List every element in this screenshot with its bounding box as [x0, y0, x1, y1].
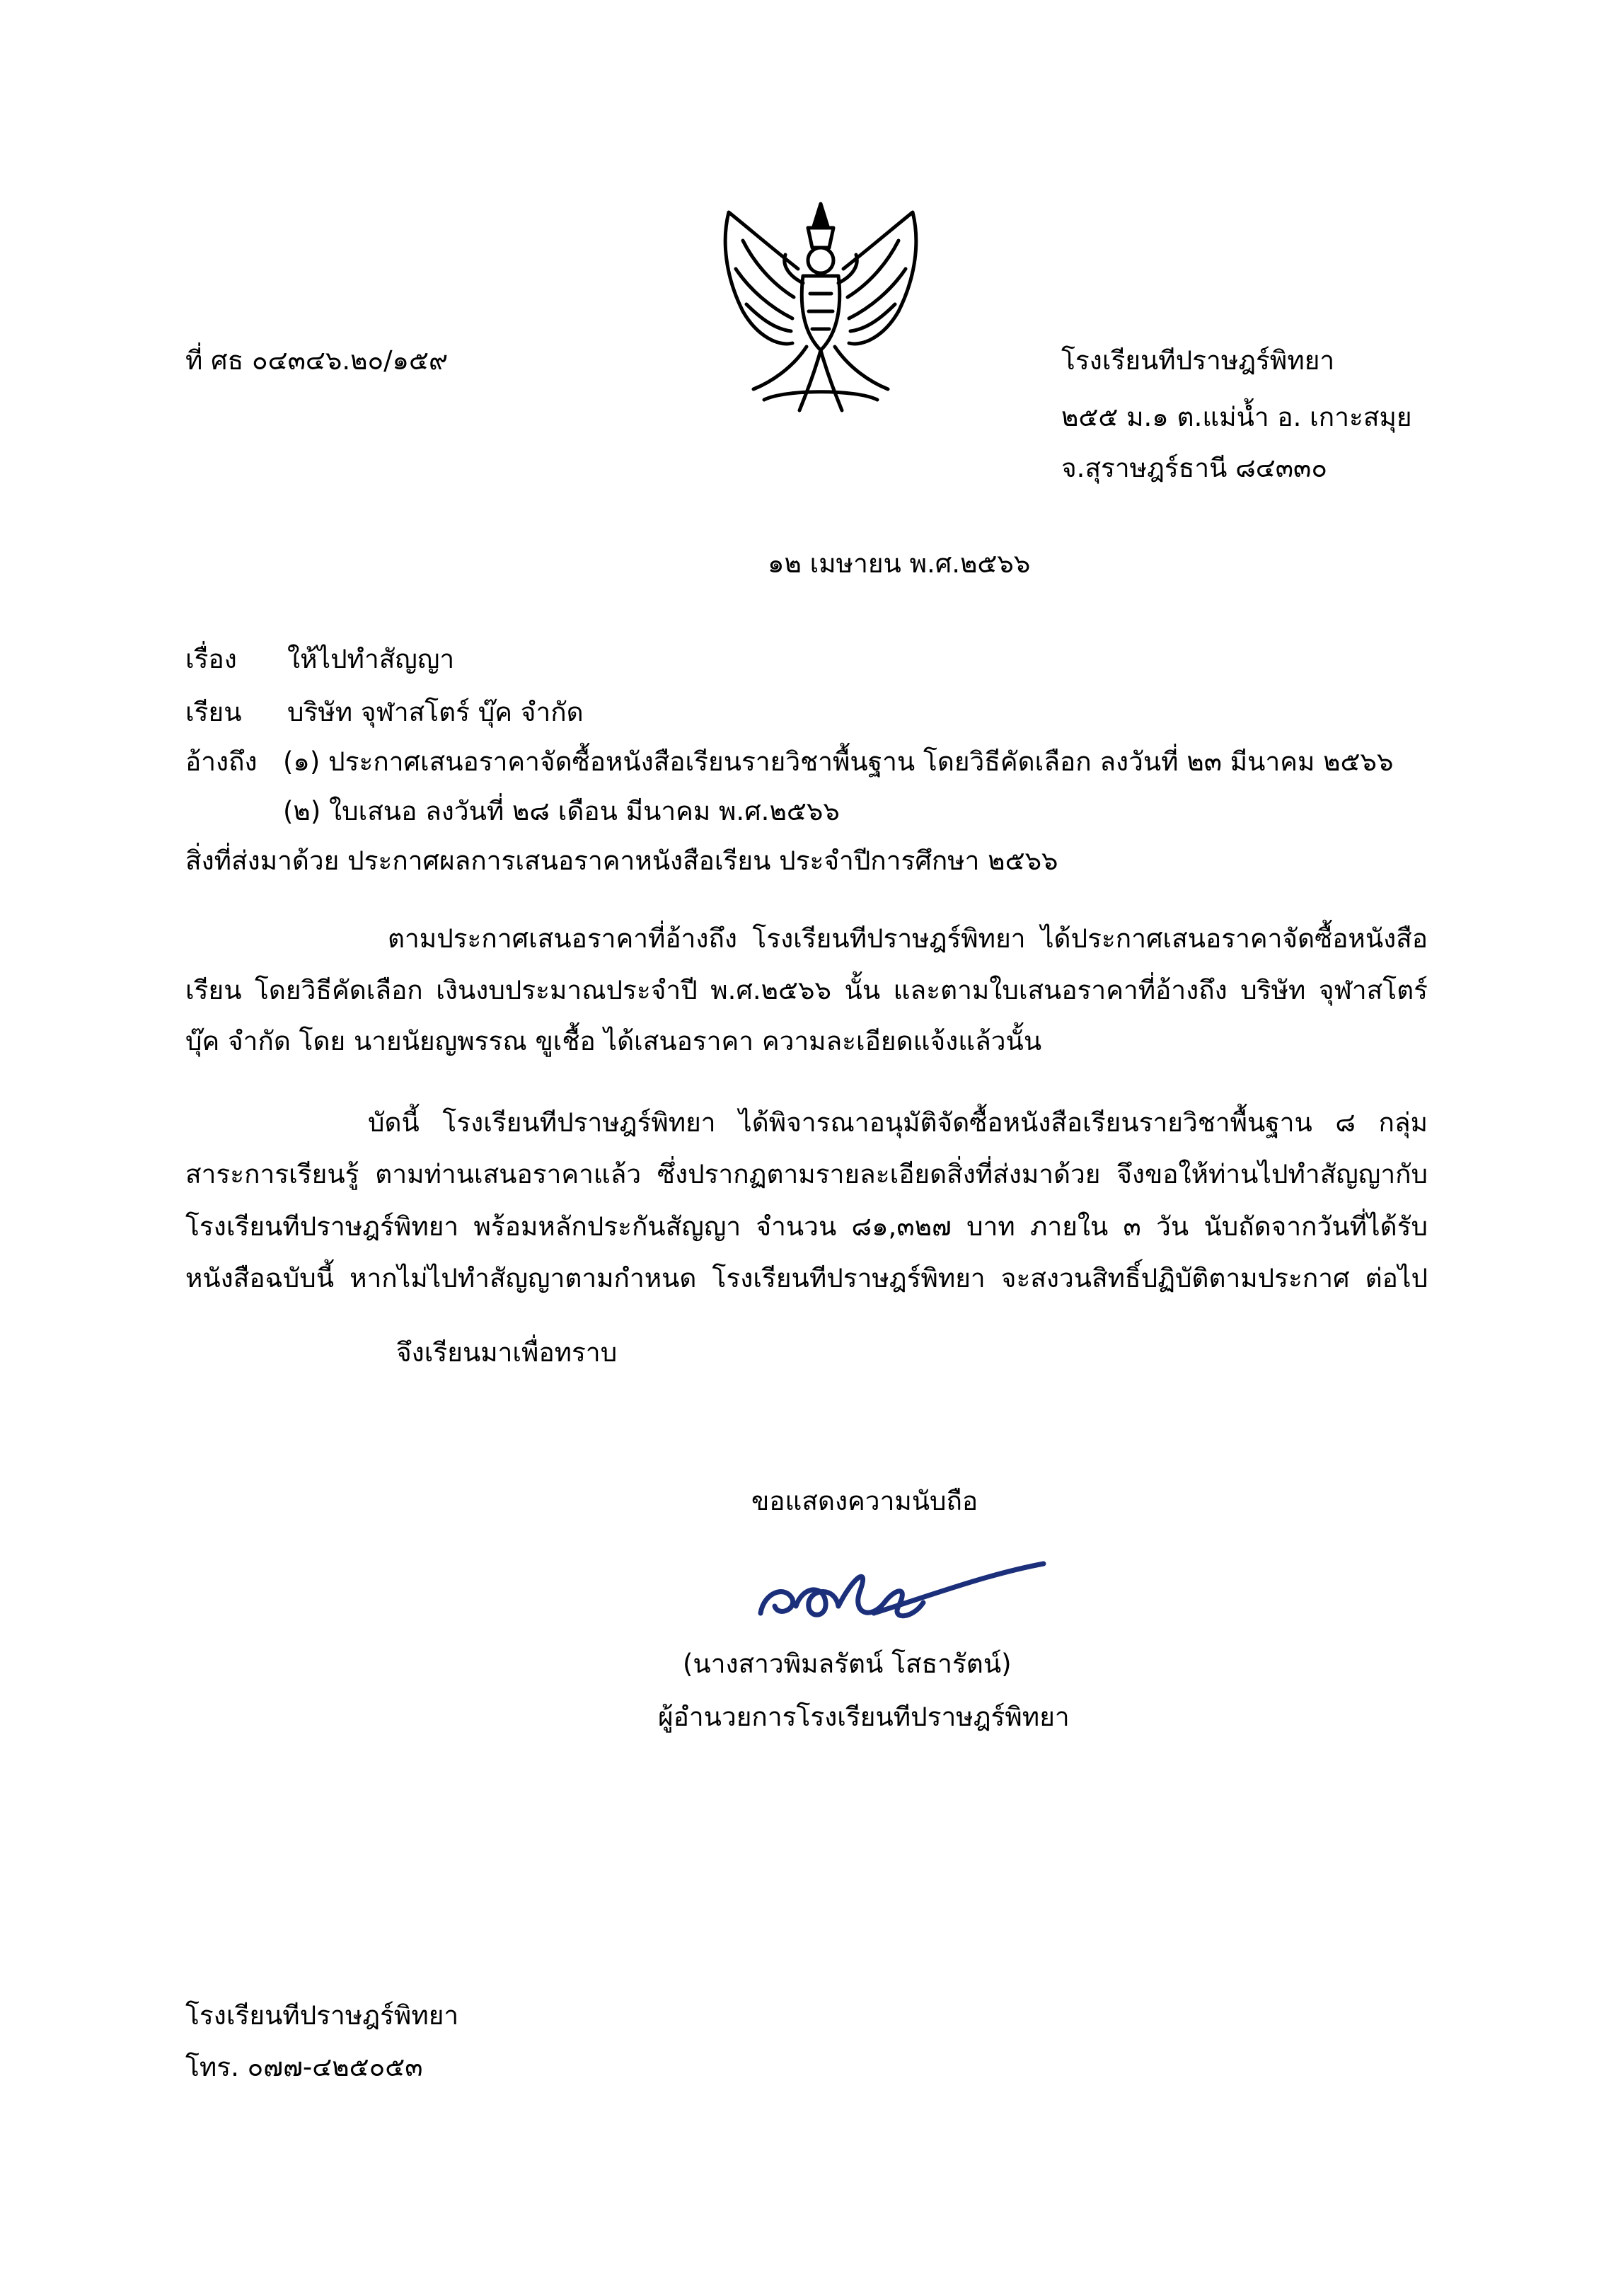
- garuda-emblem-icon: [715, 198, 927, 417]
- sender-address-line-2: ๒๕๕ ม.๑ ต.แม่น้ำ อ. เกาะสมุย: [1061, 402, 1412, 432]
- subject-label: เรื่อง: [185, 644, 237, 674]
- footer-organization: โรงเรียนทีปราษฎร์พิทยา: [185, 2000, 459, 2031]
- letter-date: ๑๒ เมษายน พ.ศ.๒๕๖๖: [768, 548, 1031, 579]
- reference-number: ที่ ศธ ๐๔๓๔๖.๒๐/๑๕๙: [185, 345, 449, 376]
- sender-address-line-3: จ.สุราษฎร์ธานี ๘๔๓๓๐: [1061, 453, 1327, 483]
- paragraph-1-line-3: บุ๊ค จำกัด โดย นายนัยญพรรณ ขูเชื้อ ได้เสนอราคา ความละเอียดแจ้งแล้วนั้น: [185, 1026, 1042, 1056]
- footer-phone: โทร. ๐๗๗-๔๒๕๐๕๓: [185, 2052, 423, 2082]
- handwritten-signature: [746, 1535, 1058, 1642]
- paragraph-2-line-1: บัดนี้ โรงเรียนทีปราษฎร์พิทยา ได้พิจารณาอนุมัติจัดซื้อหนังสือเรียนรายวิชาพื้นฐาน ๘ กลุ่ม: [368, 1107, 1428, 1138]
- closing-salutation: ขอแสดงความนับถือ: [751, 1486, 978, 1516]
- reference-label: อ้างถึง: [185, 746, 258, 777]
- reference-item-2: (๒) ใบเสนอ ลงวันที่ ๒๘ เดือน มีนาคม พ.ศ.๒๕๖๖: [283, 796, 840, 826]
- recipient-label: เรียน: [185, 697, 242, 727]
- reference-item-1: (๑) ประกาศเสนอราคาจัดซื้อหนังสือเรียนรายวิชาพื้นฐาน โดยวิธีคัดเลือก ลงวันที่ ๒๓ มีนาคม ๒๕๖๖: [283, 746, 1394, 777]
- paragraph-1-line-1: ตามประกาศเสนอราคาที่อ้างถึง โรงเรียนทีปราษฎร์พิทยา ได้ประกาศเสนอราคาจัดซื้อหนังสือ: [388, 923, 1428, 954]
- sender-address-line-1: โรงเรียนทีปราษฎร์พิทยา: [1061, 345, 1335, 376]
- paragraph-2-line-4: หนังสือฉบับนี้ หากไม่ไปทำสัญญาตามกำหนด โรงเรียนทีปราษฎร์พิทยา จะสงวนสิทธิ์ปฏิบัติตามประกาศ ต่อไป: [185, 1263, 1428, 1293]
- signer-position: ผู้อำนวยการโรงเรียนทีปราษฎร์พิทยา: [658, 1702, 1070, 1732]
- signer-name: (นางสาวพิมลรัตน์ โสธารัตน์): [683, 1649, 1012, 1679]
- paragraph-1-line-2: เรียน โดยวิธีคัดเลือก เงินงบประมาณประจำปี พ.ศ.๒๕๖๖ นั้น และตามใบเสนอราคาที่อ้างถึง บริษัท จุฬาสโตร์: [185, 975, 1428, 1005]
- closing-statement: จึงเรียนมาเพื่อทราบ: [396, 1337, 618, 1368]
- enclosure-line: สิ่งที่ส่งมาด้วย ประกาศผลการเสนอราคาหนังสือเรียน ประจำปีการศึกษา ๒๕๖๖: [185, 846, 1058, 876]
- paragraph-2-line-2: สาระการเรียนรู้ ตามท่านเสนอราคาแล้ว ซึ่งปรากฏตามรายละเอียดสิ่งที่ส่งมาด้วย จึงขอให้ท่านไปทำสัญญากับ: [185, 1159, 1428, 1189]
- recipient-text: บริษัท จุฬาสโตร์ บุ๊ค จำกัด: [287, 697, 584, 727]
- subject-text: ให้ไปทำสัญญา: [287, 644, 455, 674]
- paragraph-2-line-3: โรงเรียนทีปราษฎร์พิทยา พร้อมหลักประกันสัญญา จำนวน ๘๑,๓๒๗ บาท ภายใน ๓ วัน นับถัดจากวันที่ได้รับ: [185, 1211, 1428, 1242]
